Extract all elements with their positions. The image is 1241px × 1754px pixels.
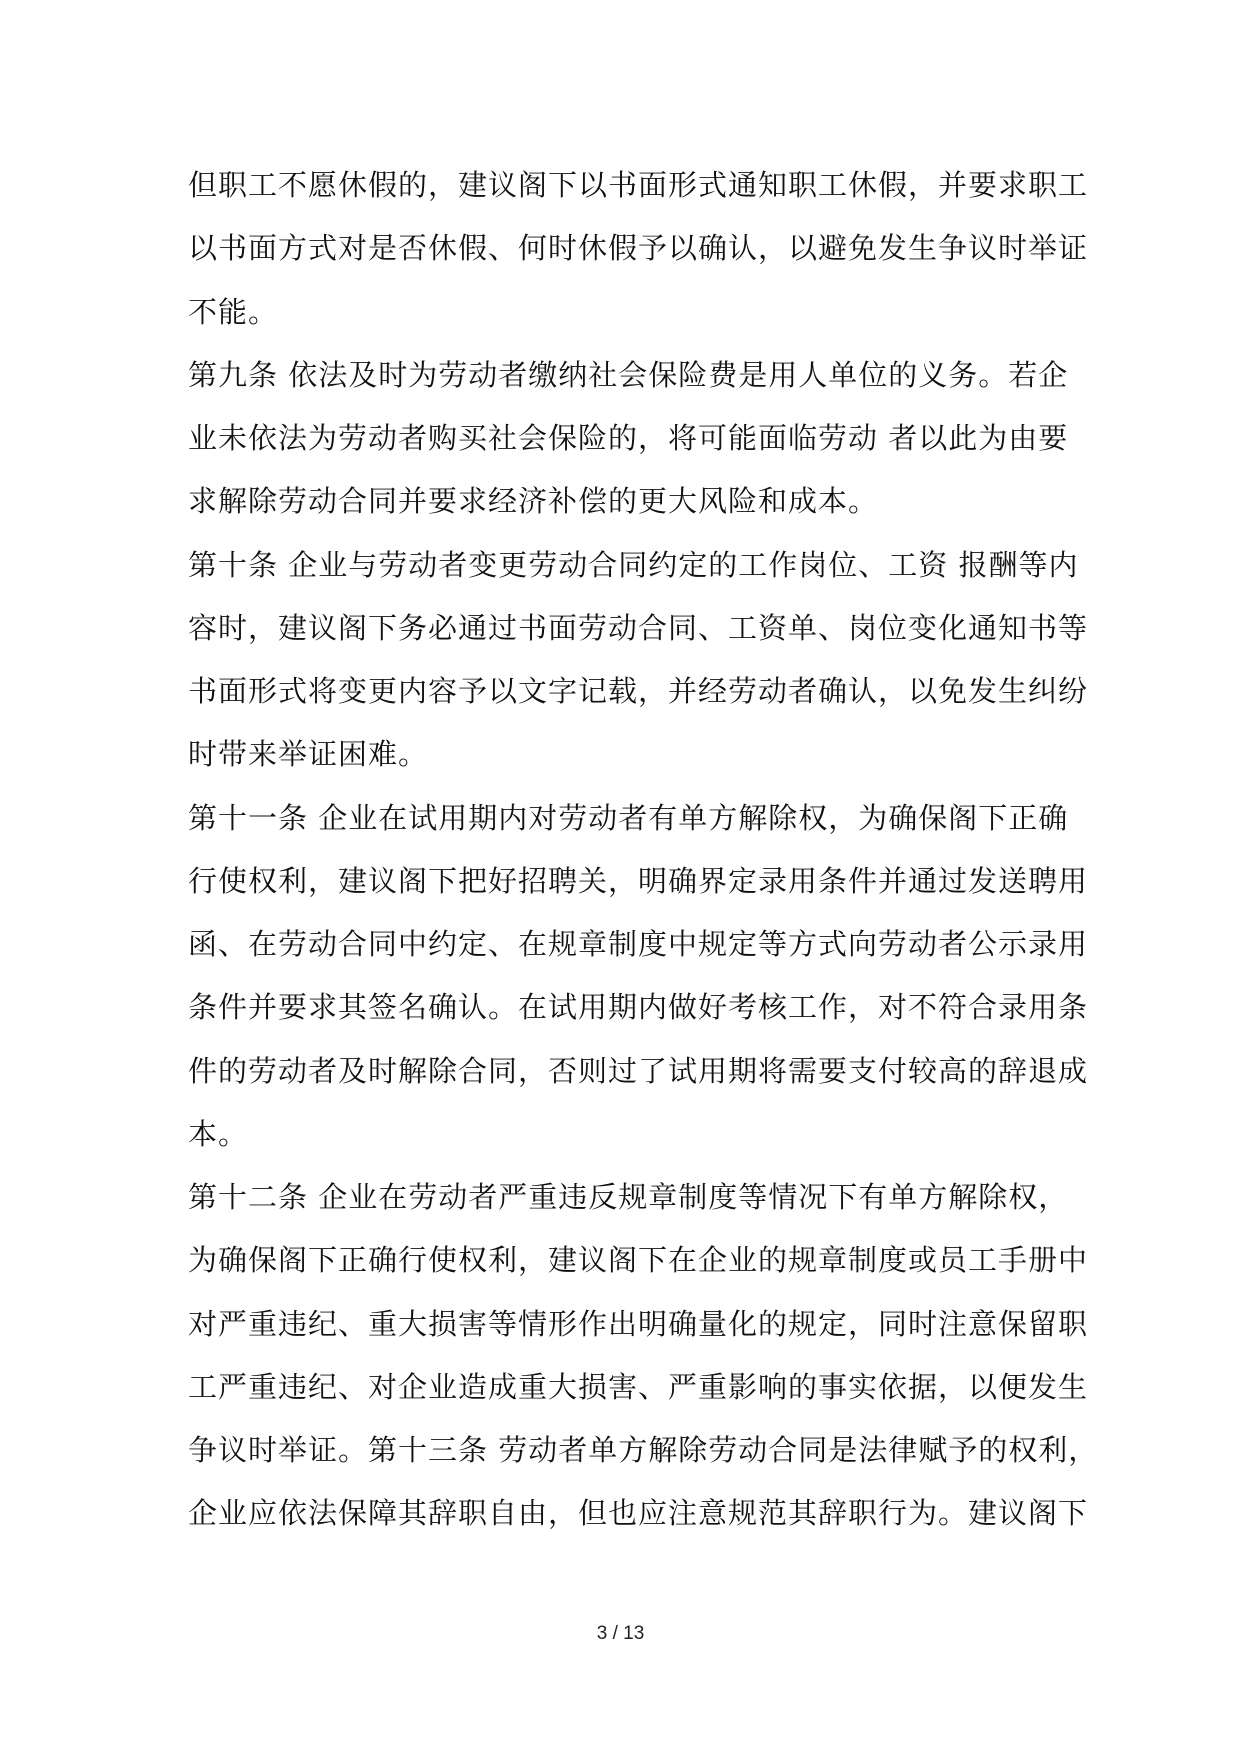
text-line: 书面形式将变更内容予以文字记载，并经劳动者确认，以免发生纠纷 [188,674,1089,708]
text-line: 不能。 [188,295,279,329]
text-line: 争议时举证。第十三条 劳动者单方解除劳动合同是法律赋予的权利， [188,1433,1099,1467]
text-line: 对严重违纪、重大损害等情形作出明确量化的规定，同时注意保留职 [188,1307,1089,1341]
page-number: 3 / 13 [596,1623,645,1644]
text-line: 函、在劳动合同中约定、在规章制度中规定等方式向劳动者公示录用 [188,927,1089,961]
text-line: 以书面方式对是否休假、何时休假予以确认，以避免发生争议时举证 [188,231,1089,265]
text-line: 第十二条 企业在劳动者严重违反规章制度等情况下有单方解除权， [188,1180,1069,1214]
text-line: 工严重违纪、对企业造成重大损害、严重影响的事实依据，以便发生 [188,1370,1089,1404]
text-line: 第十一条 企业在试用期内对劳动者有单方解除权，为确保阁下正确 [188,801,1069,835]
text-line: 本。 [188,1117,249,1151]
text-line: 业未依法为劳动者购买社会保险的，将可能面临劳动 者以此为由要 [188,421,1069,455]
text-line: 时带来举证困难。 [188,737,429,771]
text-line: 条件并要求其签名确认。在试用期内做好考核工作，对不符合录用条 [188,990,1089,1024]
text-line: 为确保阁下正确行使权利，建议阁下在企业的规章制度或员工手册中 [188,1243,1089,1277]
text-line: 第九条 依法及时为劳动者缴纳社会保险费是用人单位的义务。若企 [188,358,1069,392]
text-line: 件的劳动者及时解除合同，否则过了试用期将需要支付较高的辞退成 [188,1054,1089,1088]
text-line: 容时，建议阁下务必通过书面劳动合同、工资单、岗位变化通知书等 [188,611,1089,645]
text-line: 行使权利，建议阁下把好招聘关，明确界定录用条件并通过发送聘用 [188,864,1089,898]
text-line: 第十条 企业与劳动者变更劳动合同约定的工作岗位、工资 报酬等内 [188,548,1079,582]
text-line: 但职工不愿休假的，建议阁下以书面形式通知职工休假，并要求职工 [188,168,1089,202]
text-line: 企业应依法保障其辞职自由，但也应注意规范其辞职行为。建议阁下 [188,1496,1089,1530]
text-line: 求解除劳动合同并要求经济补偿的更大风险和成本。 [188,484,879,518]
